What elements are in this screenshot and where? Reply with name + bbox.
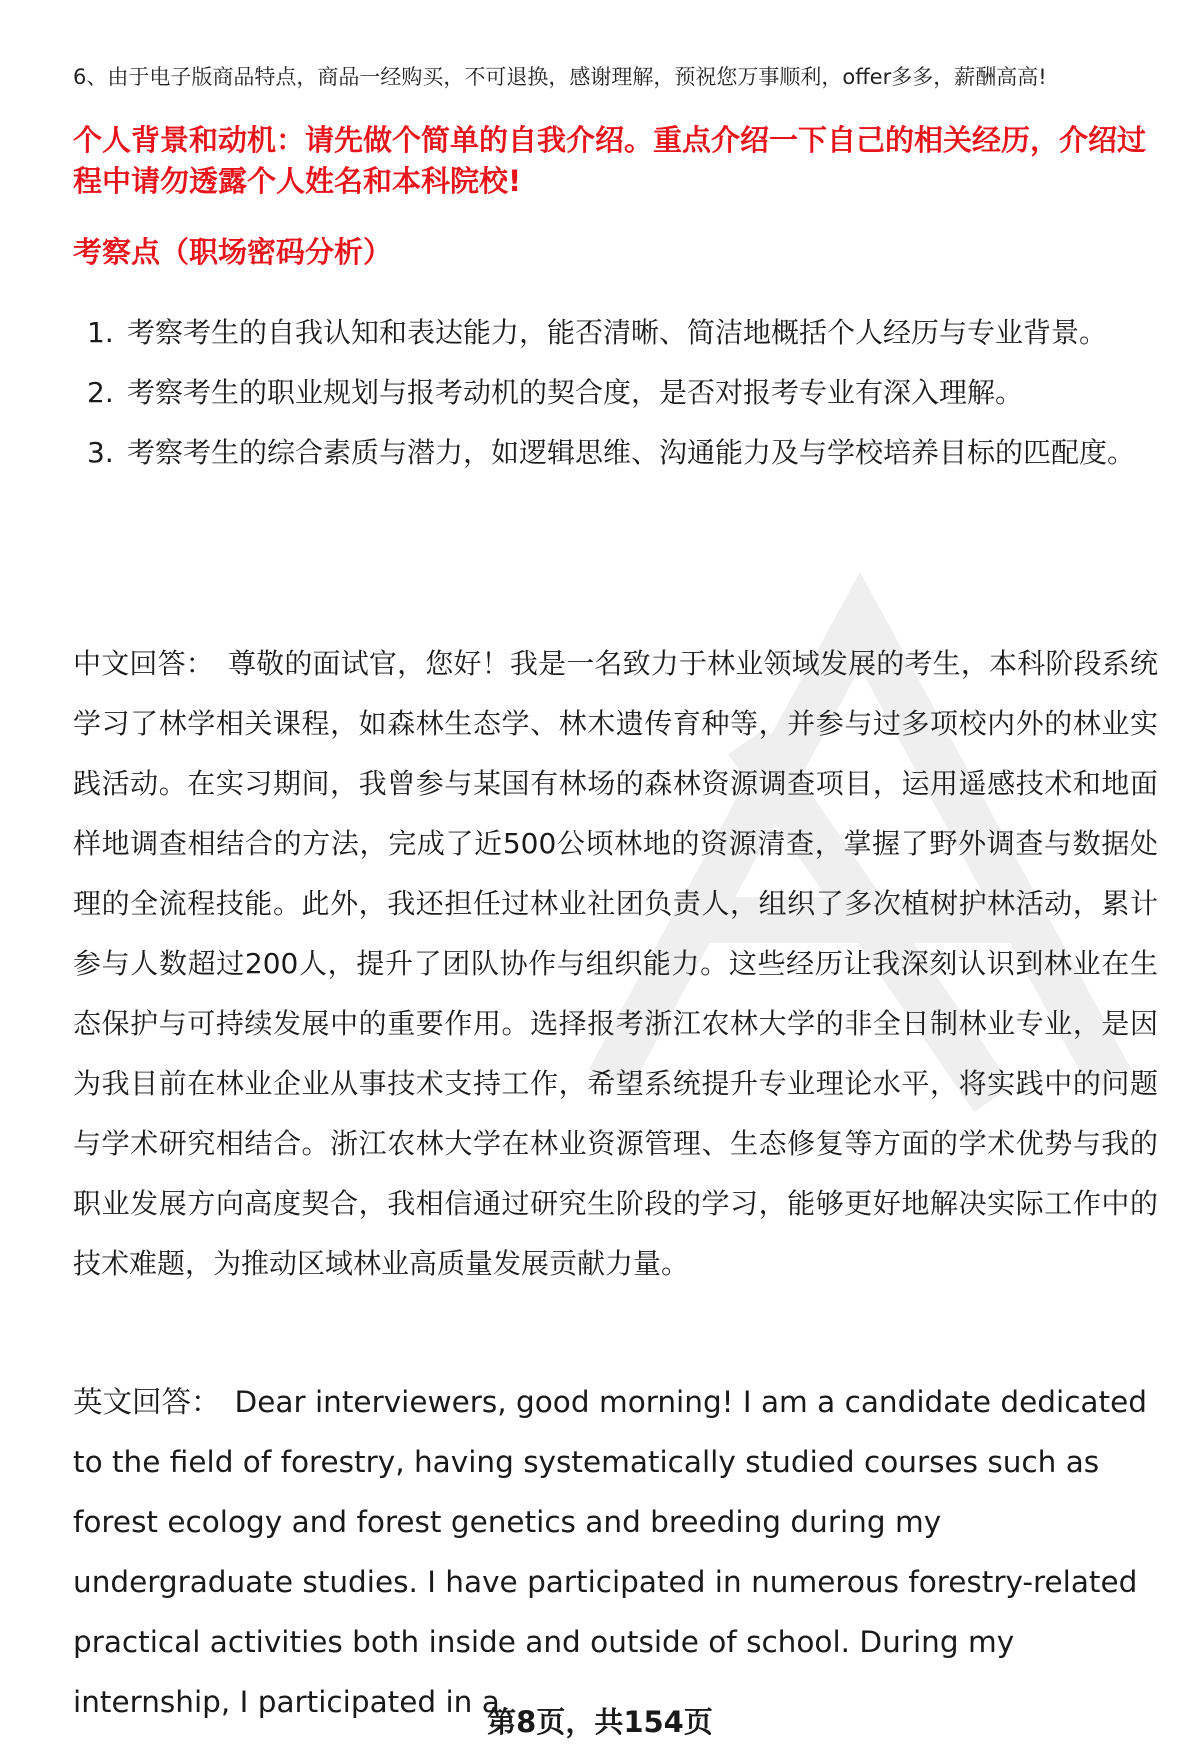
list-item-text: 考察考生的自我认知和表达能力，能否清晰、简洁地概括个人经历与专业背景。 — [127, 316, 1108, 349]
list-item-text: 考察考生的职业规划与报考动机的契合度，是否对报考专业有深入理解。 — [127, 376, 1024, 409]
purchase-note: 6、由于电子版商品特点，商品一经购买，不可退换，感谢理解，预祝您万事顺利，offer多多，薪酬高高! — [73, 65, 1047, 89]
list-item-number: 2. — [87, 376, 114, 409]
page-number: 第8页，共154页 — [487, 1705, 713, 1739]
english-answer-label: 英文回答： — [73, 1385, 221, 1419]
chinese-answer-text: 尊敬的面试官，您好！我是一名致力于林业领域发展的考生，本科阶段系统学习了林学相关课程，如森林生态学、林木遗传育种等，并参与过多项校内外的林业实践活动。在实习期间，我曾参与某国有林场的森林资源调查项目，运用遥感技术和地面样地调查相结合的方法，完成了近500公顷林地的资源清查，掌握了野外调查与数据处理的全流程技能。此外，我还担任过林业社团负责人，组织了多次植树护林活动，累计参与人数超过200人，提升了团队协作与组织能力。这些经历让我深刻认识到林业在生态保护与可持续发展中的重要作用。选择报考浙江农林大学的非全日制林业专业，是因为我目前在林业企业从事技术支持工作，希望系统提升专业理论水平，将实践中的问题与学术研究相结合。浙江农林大学在林业资源管理、生态修复等方面的学术优势与我的职业发展方向高度契合，我相信通过研究生阶段的学习，能够更好地解决实际工作中的技术难题，为推动区域林业高质量发展贡献力量。 — [73, 647, 1158, 1280]
list-item — [73, 363, 1153, 423]
assessment-heading: 考察点（职场密码分析） — [73, 235, 393, 269]
question-heading: 个人背景和动机：请先做个简单的自我介绍。重点介绍一下自己的相关经历，介绍过程中请勿透露个人姓名和本科院校! — [73, 123, 1147, 198]
list-item-number: 1. — [87, 316, 114, 349]
list-item-text: 考察考生的综合素质与潜力，如逻辑思维、沟通能力及与学校培养目标的匹配度。 — [127, 436, 1136, 469]
english-answer-text: Dear interviewers, good morning! I am a candidate dedicated to the field of forestry, having systematically studied courses such as forest ecology and forest genetics and breeding during my undergraduate studies. I have participated in numerous forestry-related practical activities both inside and outside of school. During my internship, I participated in a — [73, 1385, 1147, 1719]
list-item — [73, 423, 1153, 483]
assessment-points-list — [73, 303, 1153, 483]
list-item-number: 3. — [87, 436, 114, 469]
chinese-answer-label: 中文回答： — [73, 647, 214, 680]
english-answer — [73, 1372, 1158, 1732]
list-item — [73, 303, 1153, 363]
chinese-answer — [73, 634, 1158, 1294]
